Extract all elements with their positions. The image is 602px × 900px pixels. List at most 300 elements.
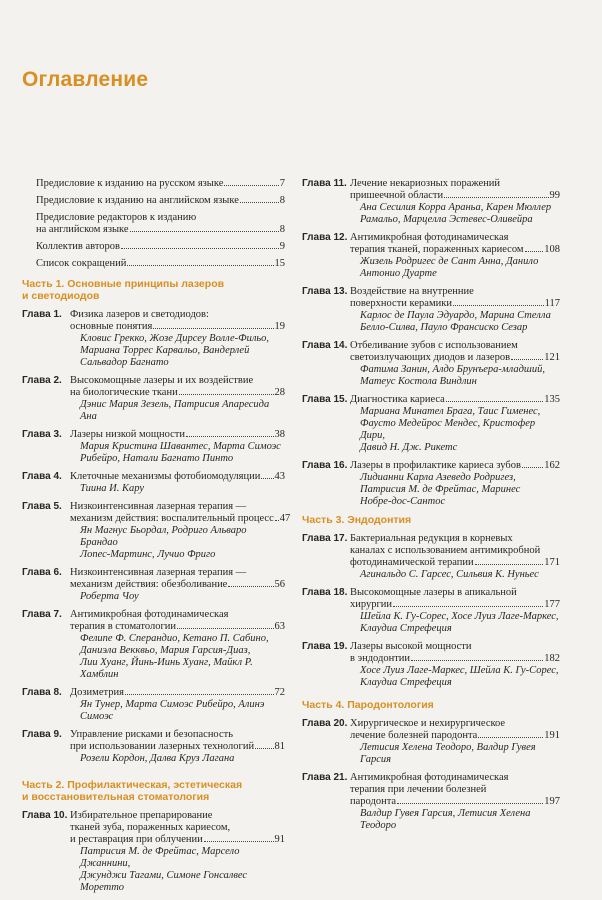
page-number: 7 xyxy=(279,178,285,189)
author-line: Лидианни Карла Азеведо Родригез, xyxy=(360,472,516,483)
title-text: пришеечной области xyxy=(350,190,444,201)
author-line: Шейла К. Гу-Сорес, Хосе Луиз Лаге-Маркес, xyxy=(360,611,559,622)
page-number: 121 xyxy=(544,352,560,363)
author-line: Даниэла Векквьо, Мария Гарсия-Диаз, xyxy=(80,645,251,656)
dot-leader xyxy=(240,202,279,203)
author-line: Клаудиа Стрефеция xyxy=(360,623,452,634)
front-matter-item[interactable] xyxy=(22,212,285,236)
dot-leader xyxy=(179,394,274,395)
page-number: 28 xyxy=(274,387,285,398)
chapter-authors xyxy=(360,569,560,581)
chapter-body xyxy=(70,429,285,465)
chapter-body xyxy=(70,471,285,495)
title-text: Управление рисками и безопасность xyxy=(70,729,233,740)
title-line xyxy=(350,340,560,352)
title-line xyxy=(350,286,560,298)
part-heading xyxy=(22,779,285,803)
part-heading-line: и светодиодов xyxy=(22,290,100,302)
author-line: Патрисия М. де Фрейтас, Марсело Джаннини, xyxy=(80,846,240,869)
chapter-authors xyxy=(360,472,560,508)
chapter-body xyxy=(350,533,560,581)
chapter-entry[interactable] xyxy=(22,471,285,495)
title-line xyxy=(70,621,285,633)
title-text: Лазеры в профилактике кариеса зубов xyxy=(350,460,521,471)
title-line xyxy=(350,460,560,472)
author-line: Дэнис Мария Зезель, Патрисия Апаресида Ана xyxy=(80,399,270,422)
author-line: Клаудиа Стрефеция xyxy=(360,677,452,688)
title-text: в эндодонтии xyxy=(350,653,411,664)
page-number: 99 xyxy=(549,190,560,201)
chapter-row xyxy=(302,641,560,689)
title-text: Низкоинтенсивная лазерная терапия — xyxy=(70,501,247,512)
title-text: основные понятия xyxy=(70,321,153,332)
title-line xyxy=(350,178,560,190)
chapter-authors xyxy=(360,202,560,226)
title-line xyxy=(70,834,285,846)
front-matter-item[interactable] xyxy=(22,241,285,253)
chapter-body xyxy=(350,340,560,388)
chapter-label: Глава 20. xyxy=(302,718,348,729)
chapter-row xyxy=(302,587,560,635)
author-line: Летисия Хелена Теодоро, Валдир Гувея Гарсия xyxy=(360,742,536,765)
title-text: хирургии xyxy=(350,599,393,610)
chapter-row xyxy=(22,501,291,561)
title-text: терапия при лечении болезней xyxy=(350,784,487,795)
dot-leader xyxy=(204,841,274,842)
front-matter-item[interactable] xyxy=(22,258,285,270)
title-text: Антимикробная фотодинамическая xyxy=(350,772,509,783)
chapter-entry[interactable] xyxy=(302,641,560,689)
title-line xyxy=(70,501,285,513)
author-line: Роберта Чоу xyxy=(80,591,139,602)
title-line xyxy=(70,579,285,591)
page-number: 63 xyxy=(274,621,285,632)
toc-column-left xyxy=(22,178,291,900)
chapter-authors xyxy=(80,753,285,765)
dot-leader xyxy=(525,251,544,252)
page-number: 171 xyxy=(544,557,560,568)
title-line xyxy=(70,375,285,387)
title-line xyxy=(350,641,560,653)
page-number: 117 xyxy=(544,298,560,309)
title-line xyxy=(350,190,560,202)
chapter-body xyxy=(70,567,285,603)
chapter-body xyxy=(70,309,285,369)
dot-leader xyxy=(261,478,273,479)
author-line: Ян Магнус Бьордал, Родриго Альваро Брандао xyxy=(80,525,247,548)
chapter-entry[interactable] xyxy=(302,718,560,766)
chapter-body xyxy=(70,609,285,681)
dot-leader xyxy=(411,660,543,661)
part-heading-line: Часть 2. Профилактическая, эстетическая xyxy=(22,779,243,791)
chapter-label: Глава 19. xyxy=(302,641,348,652)
title-text: Клеточные механизмы фотобиомодуляции xyxy=(70,471,261,482)
author-line: Сальвадор Багнато xyxy=(80,357,169,368)
title-line xyxy=(70,729,285,741)
chapter-authors xyxy=(80,846,285,894)
chapter-label: Глава 7. xyxy=(22,609,62,620)
chapter-label: Глава 16. xyxy=(302,460,348,471)
chapter-body xyxy=(70,375,285,423)
chapter-row xyxy=(22,471,285,495)
dot-leader xyxy=(186,436,274,437)
page-number: 43 xyxy=(274,471,285,482)
title-text: Бактериальная редукция в корневых xyxy=(350,533,513,544)
chapter-entry[interactable] xyxy=(302,394,560,454)
chapter-row xyxy=(22,375,285,423)
author-line: Ян Тунер, Марта Симоэс Рибейро, Алинэ Симоэс xyxy=(80,699,265,722)
chapter-entry[interactable] xyxy=(302,587,560,635)
chapter-row xyxy=(22,567,285,603)
chapter-entry[interactable] xyxy=(22,375,285,423)
part-heading-line: Часть 1. Основные принципы лазеров xyxy=(22,278,225,290)
title-text: Физика лазеров и светодиодов: xyxy=(70,309,209,320)
author-line: Агинальдо С. Гарсес, Сильвия К. Нуньес xyxy=(360,569,539,580)
author-line: Патрисия М. де Фрейтас, Маринес xyxy=(360,484,521,495)
title-line xyxy=(350,244,560,256)
page-number: 162 xyxy=(544,460,560,471)
author-line: Кловис Грекко, Жозе Дирсеу Волле-Фильо, xyxy=(80,333,270,344)
title-text: каналах с использованием антимикробной xyxy=(350,545,541,556)
title-line xyxy=(350,796,560,808)
chapter-authors xyxy=(80,483,285,495)
chapter-row xyxy=(22,609,285,681)
front-matter xyxy=(22,178,285,270)
title-line xyxy=(350,653,560,665)
title-line xyxy=(350,587,560,599)
dot-leader xyxy=(224,185,278,186)
chapter-body xyxy=(70,729,285,765)
chapter-body xyxy=(350,178,560,226)
chapter-entry[interactable] xyxy=(302,533,560,581)
title-line xyxy=(70,309,285,321)
title-text: Хирургическое и нехирургическое xyxy=(350,718,506,729)
title-text: Воздействие на внутренние xyxy=(350,286,474,297)
chapter-row xyxy=(302,772,560,832)
author-line: Нобре-дос-Сантос xyxy=(360,496,446,507)
chapter-row xyxy=(302,178,560,226)
chapter-authors xyxy=(80,399,285,423)
dot-leader xyxy=(275,520,279,521)
chapter-row xyxy=(22,429,285,465)
title-line xyxy=(350,772,560,784)
chapter-entry[interactable] xyxy=(302,772,560,832)
chapter-row xyxy=(22,687,285,723)
front-matter-item[interactable] xyxy=(22,195,285,207)
chapter-label: Глава 13. xyxy=(302,286,348,297)
chapter-label: Глава 11. xyxy=(302,178,347,189)
author-line: Мариана Минател Брага, Таис Гименес, xyxy=(360,406,541,417)
dot-leader xyxy=(121,248,279,249)
chapter-label: Глава 21. xyxy=(302,772,348,783)
title-line xyxy=(70,321,285,333)
part-heading-line: Часть 4. Пародонтология xyxy=(302,699,434,711)
page-number: 8 xyxy=(279,195,285,206)
chapter-authors xyxy=(360,611,560,635)
chapter-label: Глава 12. xyxy=(302,232,348,243)
chapter-row xyxy=(302,340,560,388)
title-line xyxy=(70,822,285,834)
chapter-authors xyxy=(80,525,285,561)
title-line xyxy=(70,513,291,525)
chapter-body xyxy=(350,394,560,454)
page-number: 197 xyxy=(544,796,560,807)
title-line xyxy=(70,741,285,753)
author-line: Джунджи Тагами, Симоне Гонсалвес Моретто xyxy=(80,870,248,893)
title-text: терапия в стоматологии xyxy=(70,621,177,632)
title-line xyxy=(70,471,285,483)
page-number: 8 xyxy=(279,224,285,235)
chapter-entry[interactable] xyxy=(302,232,560,280)
chapter-label: Глава 8. xyxy=(22,687,62,698)
title-text: Лазеры высокой мощности xyxy=(350,641,472,652)
chapter-row xyxy=(302,533,560,581)
author-line: Матеус Костола Виндлин xyxy=(360,376,477,387)
chapter-row xyxy=(302,718,560,766)
author-line: Мария Кристина Шавантес, Марта Симоэс xyxy=(80,441,281,452)
chapter-authors xyxy=(360,808,560,832)
dot-leader xyxy=(511,359,543,360)
chapter-label: Глава 4. xyxy=(22,471,62,482)
author-line: Мариана Торрес Карвальо, Вандерлей xyxy=(80,345,250,356)
page-title: Оглавление xyxy=(22,68,149,91)
page-number: 177 xyxy=(544,599,560,610)
title-text: Лазеры низкой мощности xyxy=(70,429,185,440)
chapter-authors xyxy=(360,310,560,334)
chapter-row xyxy=(22,810,285,894)
chapter-authors xyxy=(80,633,285,681)
chapter-label: Глава 2. xyxy=(22,375,62,386)
title-line xyxy=(70,567,285,579)
chapter-row xyxy=(22,309,285,369)
chapter-body xyxy=(350,587,560,635)
chapter-entry[interactable] xyxy=(22,501,291,561)
page-number: 182 xyxy=(544,653,560,664)
title-line xyxy=(70,387,285,399)
dot-leader xyxy=(153,328,273,329)
dot-leader xyxy=(446,401,543,402)
dot-leader xyxy=(130,231,279,232)
chapter-label: Глава 14. xyxy=(302,340,348,351)
dot-leader xyxy=(228,586,273,587)
author-line: Фатима Занин, Алдо Брунъера-младший, xyxy=(360,364,545,375)
front-matter-item[interactable] xyxy=(22,178,285,190)
chapter-entry[interactable] xyxy=(22,609,285,681)
chapter-entry[interactable] xyxy=(22,309,285,369)
title-text: Предисловие редакторов к изданию xyxy=(36,212,197,223)
dot-leader xyxy=(478,737,543,738)
chapter-entry[interactable] xyxy=(302,286,560,334)
title-text: Дозиметрия xyxy=(70,687,124,698)
title-text: терапия тканей, пораженных кариесом xyxy=(350,244,524,255)
title-text: Антимикробная фотодинамическая xyxy=(350,232,509,243)
toc-column-right xyxy=(302,178,560,838)
author-line: Белло-Силва, Пауло Франсиско Сезар xyxy=(360,322,528,333)
title-line xyxy=(36,212,285,224)
page-number: 56 xyxy=(274,579,285,590)
dot-leader xyxy=(177,628,273,629)
title-line xyxy=(350,557,560,569)
chapter-entry[interactable] xyxy=(22,729,285,765)
title-text: Высокомощные лазеры в апикальной xyxy=(350,587,517,598)
title-text: механизм действия: обезболивание xyxy=(70,579,228,590)
chapter-entry[interactable] xyxy=(302,340,560,388)
chapter-row xyxy=(22,729,285,765)
author-line: Валдир Гувея Гарсия, Летисия Хелена Теодоро xyxy=(360,808,531,831)
page-number: 91 xyxy=(274,834,285,845)
author-line: Рибейро, Натали Багнато Пинто xyxy=(80,453,234,464)
chapter-row xyxy=(302,286,560,334)
title-line xyxy=(350,545,560,557)
chapter-body xyxy=(70,501,291,561)
chapter-label: Глава 17. xyxy=(302,533,348,544)
dot-leader xyxy=(393,606,543,607)
dot-leader xyxy=(522,467,543,468)
chapter-authors xyxy=(80,591,285,603)
chapter-authors xyxy=(360,742,560,766)
title-line xyxy=(70,429,285,441)
title-text: Коллектив авторов xyxy=(36,241,120,252)
chapter-body xyxy=(70,810,285,894)
title-line xyxy=(350,232,560,244)
chapter-label: Глава 15. xyxy=(302,394,348,405)
title-line xyxy=(36,258,285,270)
title-text: при использовании лазерных технологий xyxy=(70,741,255,752)
title-text: Отбеливание зубов с использованием xyxy=(350,340,518,351)
author-line: Рамальо, Марцелла Эстевес-Оливейра xyxy=(360,214,533,225)
author-line: Лопес-Мартинс, Лучио Фриго xyxy=(80,549,216,560)
title-text: на английском языке xyxy=(36,224,129,235)
chapter-label: Глава 3. xyxy=(22,429,62,440)
title-line xyxy=(36,224,285,236)
chapter-body xyxy=(70,687,285,723)
title-text: Низкоинтенсивная лазерная терапия — xyxy=(70,567,247,578)
chapter-body xyxy=(350,641,560,689)
author-line: Розели Кордон, Далва Круз Лагана xyxy=(80,753,235,764)
title-line xyxy=(350,599,560,611)
page-number: 38 xyxy=(274,429,285,440)
chapter-entry[interactable] xyxy=(22,429,285,465)
author-line: Фаусто Медейрос Мендес, Кристофер Дири, xyxy=(360,418,536,441)
chapter-label: Глава 9. xyxy=(22,729,62,740)
part-heading xyxy=(302,699,560,711)
title-text: на биологические ткани xyxy=(70,387,178,398)
title-line xyxy=(350,394,560,406)
title-text: Лечение некариозных поражений xyxy=(350,178,501,189)
chapter-authors xyxy=(360,364,560,388)
page-number: 47 xyxy=(279,513,291,524)
chapter-label: Глава 1. xyxy=(22,309,62,320)
chapter-label: Глава 5. xyxy=(22,501,62,512)
chapter-row xyxy=(302,460,560,508)
title-text: фотодинамической терапии xyxy=(350,557,474,568)
author-line: Фелипе Ф. Сперандио, Кетано П. Сабино, xyxy=(80,633,269,644)
part-heading xyxy=(22,278,285,302)
title-line xyxy=(70,687,285,699)
part-heading-line: и восстановительная стоматология xyxy=(22,791,210,803)
title-text: тканей зуба, пораженных кариесом, xyxy=(70,822,231,833)
chapter-authors xyxy=(80,333,285,369)
chapter-authors xyxy=(80,441,285,465)
chapter-label: Глава 6. xyxy=(22,567,62,578)
title-text: лечение болезней пародонта xyxy=(350,730,478,741)
title-line xyxy=(36,195,285,207)
part-heading xyxy=(302,514,560,526)
title-text: пародонта xyxy=(350,796,397,807)
chapter-label: Глава 10. xyxy=(22,810,68,821)
chapter-body xyxy=(350,772,560,832)
title-line xyxy=(350,784,560,796)
page-number: 15 xyxy=(274,258,285,269)
title-line xyxy=(36,178,285,190)
chapter-authors xyxy=(80,699,285,723)
title-text: Высокомощные лазеры и их воздействие xyxy=(70,375,254,386)
author-line: Тиина И. Кару xyxy=(80,483,144,494)
chapter-body xyxy=(350,286,560,334)
dot-leader xyxy=(255,748,273,749)
title-text: Предисловие к изданию на английском языке xyxy=(36,195,239,206)
dot-leader xyxy=(444,197,548,198)
author-line: Давид Н. Дж. Рикетс xyxy=(360,442,458,453)
author-line: Хосе Луиз Лаге-Маркес, Шейла К. Гу-Сорес, xyxy=(360,665,559,676)
dot-leader xyxy=(125,694,274,695)
title-text: Избирательное препарирование xyxy=(70,810,213,821)
title-text: Диагностика кариеса xyxy=(350,394,445,405)
dot-leader xyxy=(127,265,273,266)
chapter-entry[interactable] xyxy=(302,460,560,508)
chapter-entry[interactable] xyxy=(302,178,560,226)
title-line xyxy=(350,718,560,730)
page-number: 9 xyxy=(279,241,285,252)
page-number: 81 xyxy=(274,741,285,752)
chapter-label: Глава 18. xyxy=(302,587,348,598)
author-line: Лии Хуанг, Йинь-Иинь Хуанг, Майкл Р. Хамблин xyxy=(80,657,253,680)
title-line xyxy=(70,609,285,621)
chapter-authors xyxy=(360,406,560,454)
title-text: светоизлучающих диодов и лазеров xyxy=(350,352,511,363)
part-heading-line: Часть 3. Эндодонтия xyxy=(302,514,412,526)
title-line xyxy=(36,241,285,253)
title-text: Предисловие к изданию на русском языке xyxy=(36,178,224,189)
chapter-body xyxy=(350,460,560,508)
title-line xyxy=(350,533,560,545)
page-number: 108 xyxy=(544,244,560,255)
chapter-entry[interactable] xyxy=(22,810,285,894)
dot-leader xyxy=(397,803,543,804)
author-line: Ана Сесилия Корра Араньа, Карен Мюллер xyxy=(360,202,552,213)
page-number: 191 xyxy=(544,730,560,741)
page-number: 19 xyxy=(274,321,285,332)
page-number: 135 xyxy=(544,394,560,405)
chapter-body xyxy=(350,232,560,280)
dot-leader xyxy=(475,564,544,565)
chapter-row xyxy=(302,394,560,454)
chapter-authors xyxy=(360,256,560,280)
chapter-authors xyxy=(360,665,560,689)
title-line xyxy=(350,298,560,310)
chapter-row xyxy=(302,232,560,280)
title-line xyxy=(350,352,560,364)
title-line xyxy=(70,810,285,822)
title-text: поверхности керамики xyxy=(350,298,452,309)
chapter-entry[interactable] xyxy=(22,687,285,723)
dot-leader xyxy=(453,305,544,306)
title-line xyxy=(350,730,560,742)
chapter-entry[interactable] xyxy=(22,567,285,603)
title-text: и реставрация при облучении xyxy=(70,834,203,845)
author-line: Антонио Дуарте xyxy=(360,268,437,279)
author-line: Карлос де Паула Эдуардо, Марина Стелла xyxy=(360,310,551,321)
